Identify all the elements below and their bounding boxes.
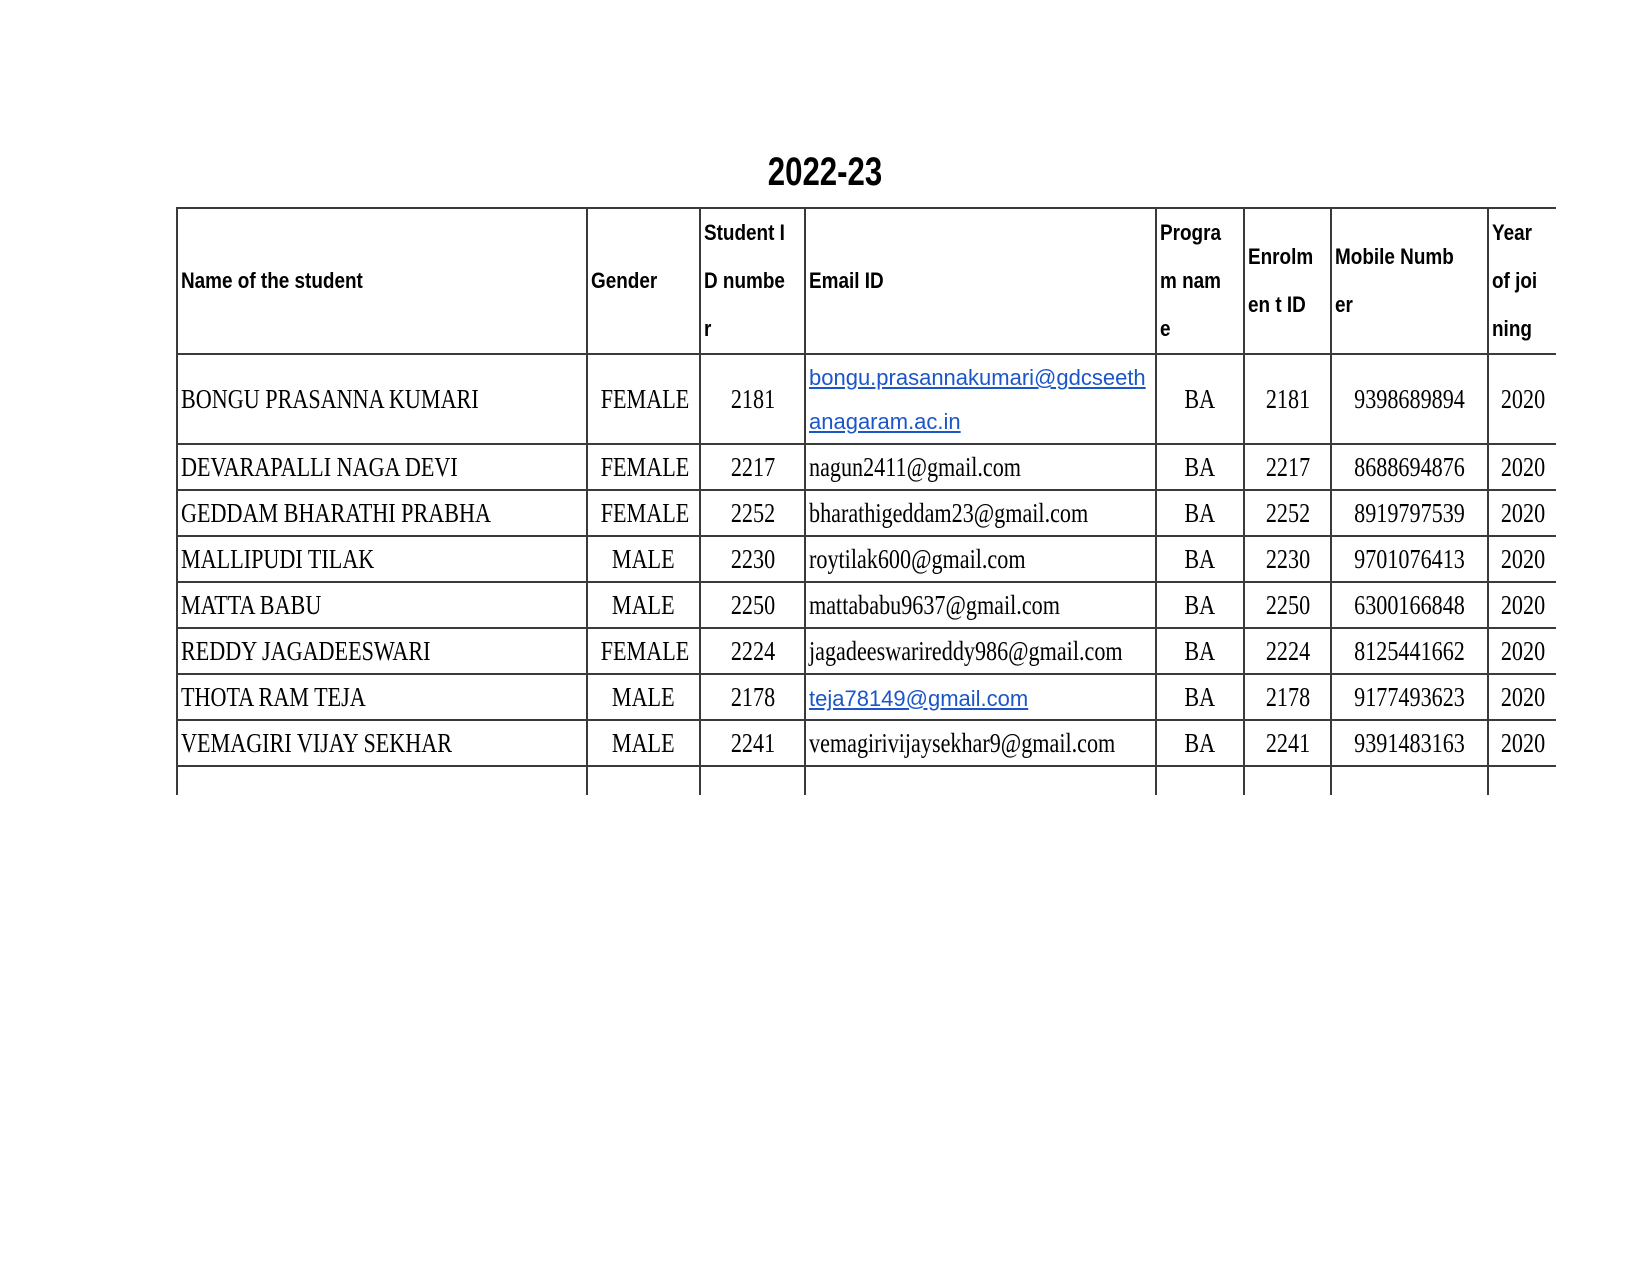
cell-mobile: 8919797539 xyxy=(1331,490,1488,536)
cell-empty xyxy=(1488,766,1556,795)
table-row xyxy=(177,720,1556,766)
cell-student-id: 2224 xyxy=(700,628,805,674)
cell-mobile: 9398689894 xyxy=(1331,354,1488,444)
cell-program: BA xyxy=(1156,490,1244,536)
header-mobile: Mobile Number xyxy=(1331,208,1488,354)
cell-program: BA xyxy=(1156,582,1244,628)
table-row xyxy=(177,354,1556,444)
header-email: Email ID xyxy=(805,208,1156,354)
table-header-row xyxy=(177,208,1556,354)
cell-gender: FEMALE xyxy=(587,490,700,536)
cell-enrolment-id: 2252 xyxy=(1244,490,1331,536)
table-row-partial xyxy=(177,766,1556,795)
cell-name: MALLIPUDI TILAK xyxy=(177,536,587,582)
cell-year: 2020 xyxy=(1488,628,1556,674)
table-row xyxy=(177,490,1556,536)
header-enrolment-id: Enrolmen t ID xyxy=(1244,208,1331,354)
cell-email xyxy=(805,354,1156,444)
cell-mobile: 8688694876 xyxy=(1331,444,1488,490)
header-year: Year of joining xyxy=(1488,208,1556,354)
cell-email: nagun2411@gmail.com xyxy=(805,444,1156,490)
cell-mobile: 9701076413 xyxy=(1331,536,1488,582)
cell-student-id: 2181 xyxy=(700,354,805,444)
cell-year: 2020 xyxy=(1488,674,1556,720)
student-table xyxy=(176,207,1556,795)
cell-student-id: 2252 xyxy=(700,490,805,536)
table-row xyxy=(177,674,1556,720)
cell-program: BA xyxy=(1156,536,1244,582)
cell-name: VEMAGIRI VIJAY SEKHAR xyxy=(177,720,587,766)
cell-email: jagadeeswarireddy986@gmail.com xyxy=(805,628,1156,674)
cell-name: BONGU PRASANNA KUMARI xyxy=(177,354,587,444)
table-row xyxy=(177,582,1556,628)
header-student-id: Student ID number xyxy=(700,208,805,354)
cell-empty xyxy=(177,766,587,795)
cell-email: mattababu9637@gmail.com xyxy=(805,582,1156,628)
cell-email xyxy=(805,674,1156,720)
cell-empty xyxy=(805,766,1156,795)
cell-empty xyxy=(587,766,700,795)
cell-name: THOTA RAM TEJA xyxy=(177,674,587,720)
cell-enrolment-id: 2250 xyxy=(1244,582,1331,628)
cell-gender: MALE xyxy=(587,720,700,766)
cell-student-id: 2241 xyxy=(700,720,805,766)
cell-enrolment-id: 2217 xyxy=(1244,444,1331,490)
cell-student-id: 2250 xyxy=(700,582,805,628)
cell-year: 2020 xyxy=(1488,490,1556,536)
cell-enrolment-id: 2181 xyxy=(1244,354,1331,444)
cell-mobile: 9177493623 xyxy=(1331,674,1488,720)
cell-gender: MALE xyxy=(587,582,700,628)
cell-program: BA xyxy=(1156,354,1244,444)
header-name: Name of the student xyxy=(177,208,587,354)
cell-name: GEDDAM BHARATHI PRABHA xyxy=(177,490,587,536)
cell-year: 2020 xyxy=(1488,354,1556,444)
cell-program: BA xyxy=(1156,628,1244,674)
cell-enrolment-id: 2230 xyxy=(1244,536,1331,582)
header-program: Program name xyxy=(1156,208,1244,354)
cell-mobile: 9391483163 xyxy=(1331,720,1488,766)
cell-gender: FEMALE xyxy=(587,354,700,444)
cell-program: BA xyxy=(1156,674,1244,720)
header-gender: Gender xyxy=(587,208,700,354)
cell-enrolment-id: 2241 xyxy=(1244,720,1331,766)
cell-email: bharathigeddam23@gmail.com xyxy=(805,490,1156,536)
table-row xyxy=(177,628,1556,674)
email-link[interactable]: teja78149@gmail.com xyxy=(809,685,1029,711)
cell-program: BA xyxy=(1156,720,1244,766)
cell-student-id: 2230 xyxy=(700,536,805,582)
cell-gender: FEMALE xyxy=(587,444,700,490)
cell-year: 2020 xyxy=(1488,720,1556,766)
page-title: 2022-23 xyxy=(767,150,883,194)
cell-email: roytilak600@gmail.com xyxy=(805,536,1156,582)
cell-enrolment-id: 2224 xyxy=(1244,628,1331,674)
cell-student-id: 2178 xyxy=(700,674,805,720)
cell-name: DEVARAPALLI NAGA DEVI xyxy=(177,444,587,490)
student-table-container xyxy=(176,207,1556,795)
table-row xyxy=(177,444,1556,490)
cell-year: 2020 xyxy=(1488,536,1556,582)
cell-name: MATTA BABU xyxy=(177,582,587,628)
cell-year: 2020 xyxy=(1488,444,1556,490)
cell-gender: MALE xyxy=(587,674,700,720)
cell-empty xyxy=(1156,766,1244,795)
cell-empty xyxy=(1244,766,1331,795)
cell-gender: FEMALE xyxy=(587,628,700,674)
cell-program: BA xyxy=(1156,444,1244,490)
table-row xyxy=(177,536,1556,582)
cell-empty xyxy=(1331,766,1488,795)
cell-year: 2020 xyxy=(1488,582,1556,628)
email-link[interactable]: bongu.prasannakumari@gdcseethanagaram.ac.in xyxy=(809,365,1146,434)
cell-gender: MALE xyxy=(587,536,700,582)
cell-student-id: 2217 xyxy=(700,444,805,490)
cell-name: REDDY JAGADEESWARI xyxy=(177,628,587,674)
cell-enrolment-id: 2178 xyxy=(1244,674,1331,720)
cell-email: vemagirivijaysekhar9@gmail.com xyxy=(805,720,1156,766)
cell-mobile: 6300166848 xyxy=(1331,582,1488,628)
cell-empty xyxy=(700,766,805,795)
cell-mobile: 8125441662 xyxy=(1331,628,1488,674)
